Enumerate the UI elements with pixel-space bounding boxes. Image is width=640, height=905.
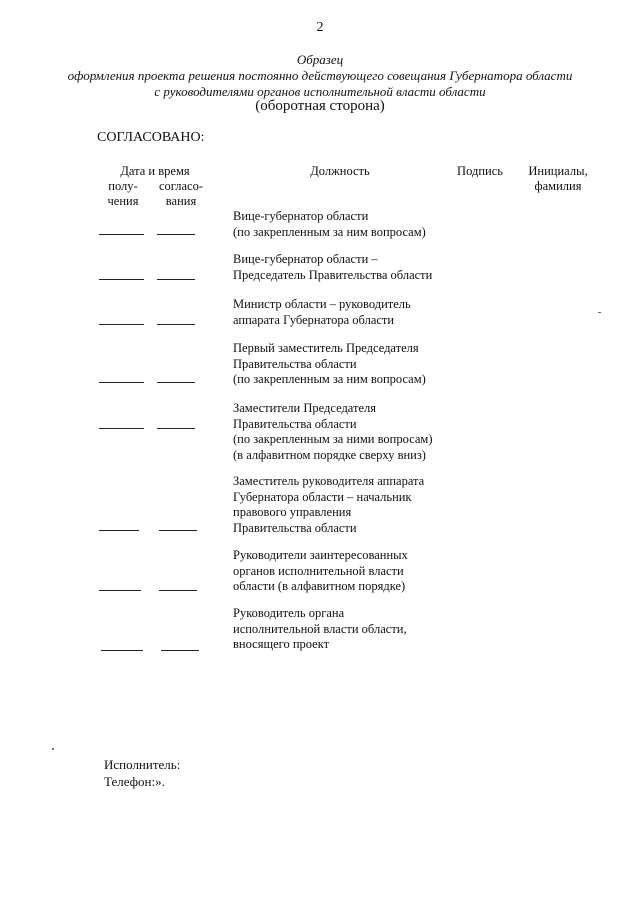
position-line: Правительства области	[233, 416, 357, 431]
approval-date-line	[161, 650, 199, 651]
approval-header-line1: согласо-	[158, 179, 204, 193]
position-line: Заместители Председателя	[233, 401, 377, 415]
received-header-line2: чения	[107, 194, 139, 208]
approval-row	[233, 252, 439, 283]
page-number: 2	[316, 20, 324, 35]
position-line: Руководитель органа	[233, 606, 345, 620]
approval-row	[233, 297, 439, 328]
position-line: Первый заместитель Председателя	[233, 341, 419, 355]
approval-date-line	[159, 530, 197, 531]
position-line: Вице-губернатор области	[233, 209, 369, 223]
position-line: (по закрепленным за ними вопросам)	[233, 432, 433, 446]
position-line: Заместитель руководителя аппарата	[233, 474, 425, 488]
position-header: Должность	[310, 164, 370, 178]
received-date-line	[99, 590, 141, 591]
approval-date-line	[157, 428, 195, 429]
date-time-header: Дата и время	[120, 164, 190, 178]
initials-header	[518, 164, 598, 194]
approval-row	[233, 548, 439, 595]
approval-date-line	[157, 324, 195, 325]
signature-header: Подпись	[457, 164, 503, 178]
position-line: вносящего проект	[233, 637, 330, 651]
received-date-line	[99, 279, 144, 280]
received-header-line1: полу-	[108, 179, 138, 193]
scan-speck	[52, 748, 54, 750]
received-date-line	[101, 650, 143, 651]
phone-label: Телефон:».	[104, 774, 165, 789]
received-date-line	[99, 234, 144, 235]
approval-row	[233, 401, 439, 463]
approval-header	[152, 179, 210, 209]
agreed-label: СОГЛАСОВАНО:	[97, 130, 205, 145]
received-date-line	[99, 428, 144, 429]
position-line: Губернатора области – начальник	[233, 489, 412, 504]
received-date-line	[99, 324, 144, 325]
approval-date-line	[157, 279, 195, 280]
approval-row	[233, 341, 439, 388]
position-line: правового управления	[233, 505, 352, 519]
received-header	[96, 179, 150, 209]
sample-subtitle-line1: оформления проекта решения постоянно действующего совещания Губернатора области	[67, 68, 573, 83]
approval-row	[233, 606, 439, 653]
approval-row	[233, 209, 439, 240]
position-line: Руководители заинтересованных	[233, 548, 408, 562]
position-line: (по закрепленным за ним вопросам)	[233, 372, 426, 386]
position-line: (в алфавитном порядке сверху вниз)	[233, 447, 426, 462]
initials-header-line1: Инициалы,	[528, 164, 588, 178]
received-date-line	[99, 530, 139, 531]
executor-label: Исполнитель:	[104, 757, 181, 772]
received-date-line	[99, 382, 144, 383]
approval-date-line	[159, 590, 197, 591]
position-line: Правительства области	[233, 356, 357, 371]
position-line: Правительства области	[233, 520, 357, 535]
position-line: органов исполнительной власти	[233, 563, 404, 578]
position-line: области (в алфавитном порядке)	[233, 579, 406, 593]
sample-title: Образец	[296, 52, 344, 67]
approval-header-line2: вания	[165, 194, 197, 208]
position-line: Министр области – руководитель	[233, 297, 411, 311]
position-line: Председатель Правительства области	[233, 267, 433, 282]
sample-subtitle-line2: с руководителями органов исполнительной власти области	[154, 84, 486, 99]
initials-header-line2: фамилия	[534, 179, 582, 193]
position-line: аппарата Губернатора области	[233, 312, 395, 327]
approval-date-line	[157, 234, 195, 235]
position-line: исполнительной власти области,	[233, 621, 407, 636]
scan-speck	[598, 312, 601, 313]
position-line: Вице-губернатор области –	[233, 252, 378, 266]
reverse-side-label: (оборотная сторона)	[255, 98, 385, 114]
approval-row	[233, 474, 439, 536]
approval-date-line	[157, 382, 195, 383]
position-line: (по закрепленным за ним вопросам)	[233, 224, 426, 239]
